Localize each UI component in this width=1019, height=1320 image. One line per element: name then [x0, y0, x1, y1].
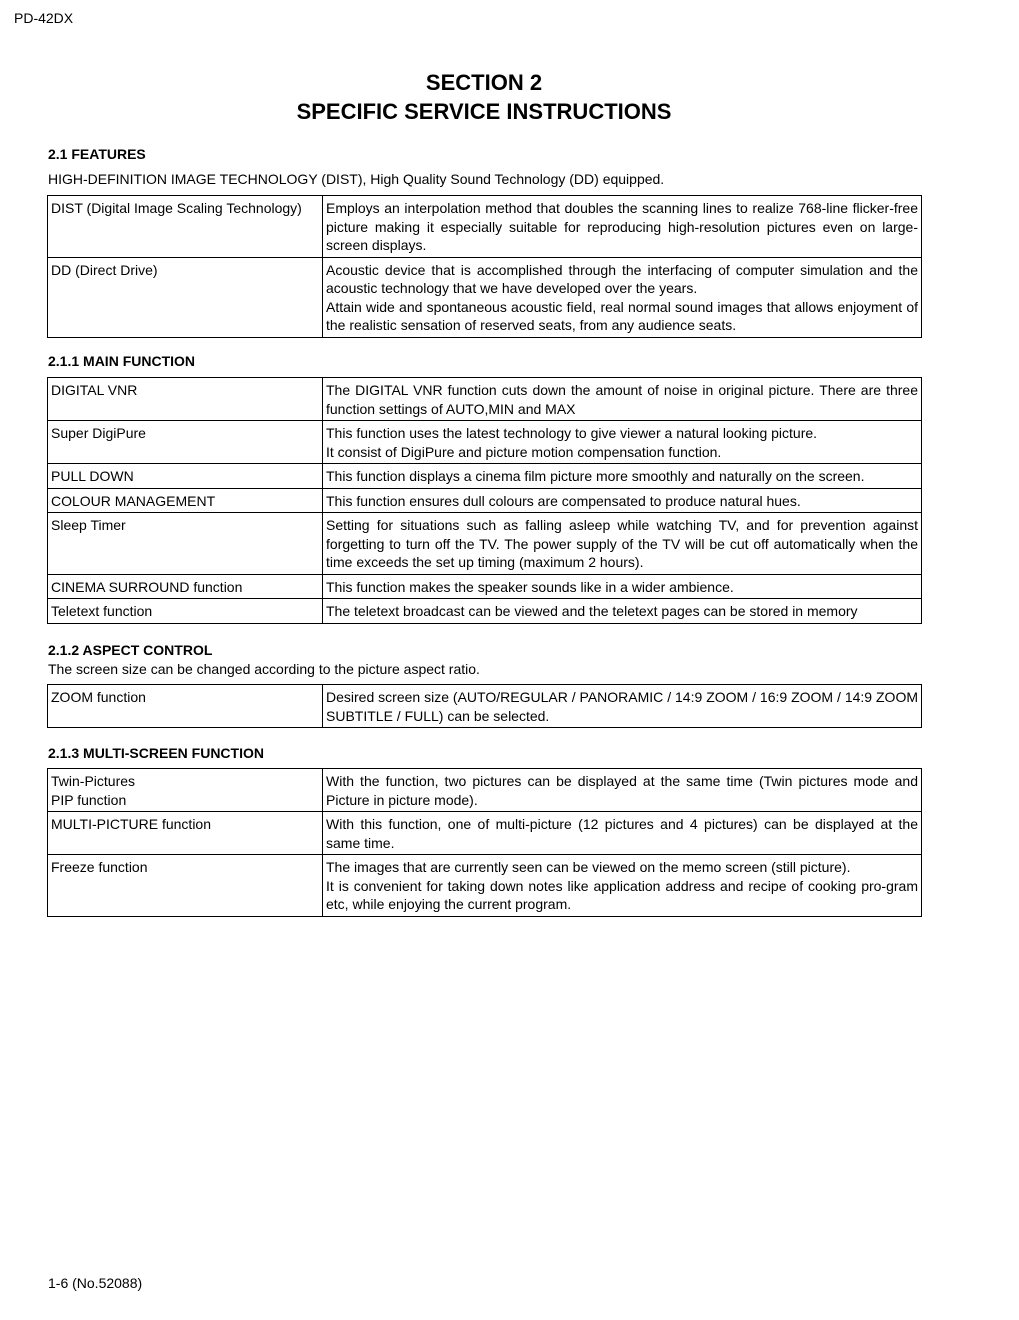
description-line: The teletext broadcast can be viewed and the teletext pages can be stored in memory: [326, 603, 858, 619]
row-description: [323, 685, 922, 728]
table-row: [48, 574, 922, 599]
row-label: Sleep Timer: [48, 513, 323, 575]
row-description: [323, 599, 922, 624]
description-line: The images that are currently seen can be viewed on the memo screen (still picture).: [326, 859, 851, 875]
row-label: MULTI-PICTURE function: [48, 812, 323, 855]
row-description: [323, 574, 922, 599]
description-line: It consist of DigiPure and picture motion compensation function.: [326, 443, 722, 460]
main-function-table: [47, 377, 922, 624]
row-description: [323, 464, 922, 489]
row-label-line: Twin-Pictures: [51, 773, 136, 789]
row-label: Freeze function: [48, 855, 323, 917]
description-line: Employs an interpolation method that doubles the scanning lines to realize 768-line flicker-free picture making it especially suitable for reproducing high-resolution pictures even on large-screen displays.: [326, 200, 918, 253]
row-label-line: PIP function: [51, 791, 127, 808]
row-label: Super DigiPure: [48, 421, 323, 464]
description-line: With this function, one of multi-picture (12 pictures and 4 pictures) can be displayed at the same time.: [326, 816, 918, 851]
row-description: [323, 855, 922, 917]
section-subtitle: SPECIFIC SERVICE INSTRUCTIONS: [296, 99, 672, 124]
row-description: [323, 812, 922, 855]
row-description: [323, 769, 922, 812]
table-row: [48, 464, 922, 489]
multi-screen-table: [47, 768, 922, 917]
row-label: PULL DOWN: [48, 464, 323, 489]
page-number: 1-6 (No.52088): [48, 1275, 143, 1291]
section-title: SECTION 2: [425, 70, 543, 95]
row-label: DIST (Digital Image Scaling Technology): [48, 196, 323, 258]
description-line: Attain wide and spontaneous acoustic field, real normal sound images that allows enjoyment of the realistic sensation of reserved seats, from any audience seats.: [326, 298, 918, 333]
table-row: [48, 488, 922, 513]
model-header: PD-42DX: [14, 10, 74, 26]
description-line: This function ensures dull colours are compensated to produce natural hues.: [326, 492, 801, 509]
row-description: [323, 257, 922, 337]
features-heading: 2.1 FEATURES: [48, 146, 146, 162]
row-label: DD (Direct Drive): [48, 257, 323, 337]
row-label: CINEMA SURROUND function: [48, 574, 323, 599]
description-line: Desired screen size (AUTO/REGULAR / PANORAMIC / 14:9 ZOOM / 16:9 ZOOM / 14:9 ZOOM SUBTITLE / FULL) can be selected.: [326, 689, 918, 724]
aspect-control-heading: 2.1.2 ASPECT CONTROL: [48, 642, 213, 658]
table-row: [48, 685, 922, 728]
table-row: [48, 257, 922, 337]
row-label: ZOOM function: [48, 685, 323, 728]
table-row: [48, 769, 922, 812]
features-intro: HIGH-DEFINITION IMAGE TECHNOLOGY (DIST), High Quality Sound Technology (DD) equipped.: [48, 171, 665, 187]
table-row: [48, 378, 922, 421]
description-line: With the function, two pictures can be displayed at the same time (Twin pictures mode and Picture in picture mode).: [326, 773, 918, 808]
row-description: [323, 513, 922, 575]
features-table: [47, 195, 922, 338]
row-description: [323, 196, 922, 258]
description-line: Acoustic device that is accomplished through the interfacing of computer simulation and the acoustic technology that we have developed over the years.: [326, 261, 918, 296]
row-label: Teletext function: [48, 599, 323, 624]
row-label: DIGITAL VNR: [48, 378, 323, 421]
main-function-heading: 2.1.1 MAIN FUNCTION: [48, 353, 196, 369]
description-line: This function displays a cinema film picture more smoothly and naturally on the screen.: [326, 468, 865, 484]
row-label: [48, 769, 323, 812]
row-description: [323, 378, 922, 421]
table-row: [48, 196, 922, 258]
description-line: It is convenient for taking down notes like application address and recipe of cooking pro-gram etc, while enjoying the current program.: [326, 877, 918, 912]
aspect-control-table: [47, 684, 922, 728]
table-row: [48, 421, 922, 464]
description-line: Setting for situations such as falling asleep while watching TV, and for prevention against forgetting to turn off the TV. The power supply of the TV will be cut off automatically when the time exceeds the set up timing (maximum 2 hours).: [326, 517, 918, 570]
description-line: This function uses the latest technology to give viewer a natural looking picture.: [326, 425, 818, 441]
multi-screen-heading: 2.1.3 MULTI-SCREEN FUNCTION: [48, 745, 264, 761]
row-description: [323, 488, 922, 513]
table-row: [48, 812, 922, 855]
table-row: [48, 599, 922, 624]
row-description: [323, 421, 922, 464]
table-row: [48, 513, 922, 575]
row-label: COLOUR MANAGEMENT: [48, 488, 323, 513]
table-row: [48, 855, 922, 917]
aspect-control-intro: The screen size can be changed according to the picture aspect ratio.: [48, 661, 480, 677]
description-line: The DIGITAL VNR function cuts down the amount of noise in original picture. There are three function settings of AUTO,MIN and MAX: [326, 382, 918, 417]
description-line: This function makes the speaker sounds like in a wider ambience.: [326, 578, 734, 595]
